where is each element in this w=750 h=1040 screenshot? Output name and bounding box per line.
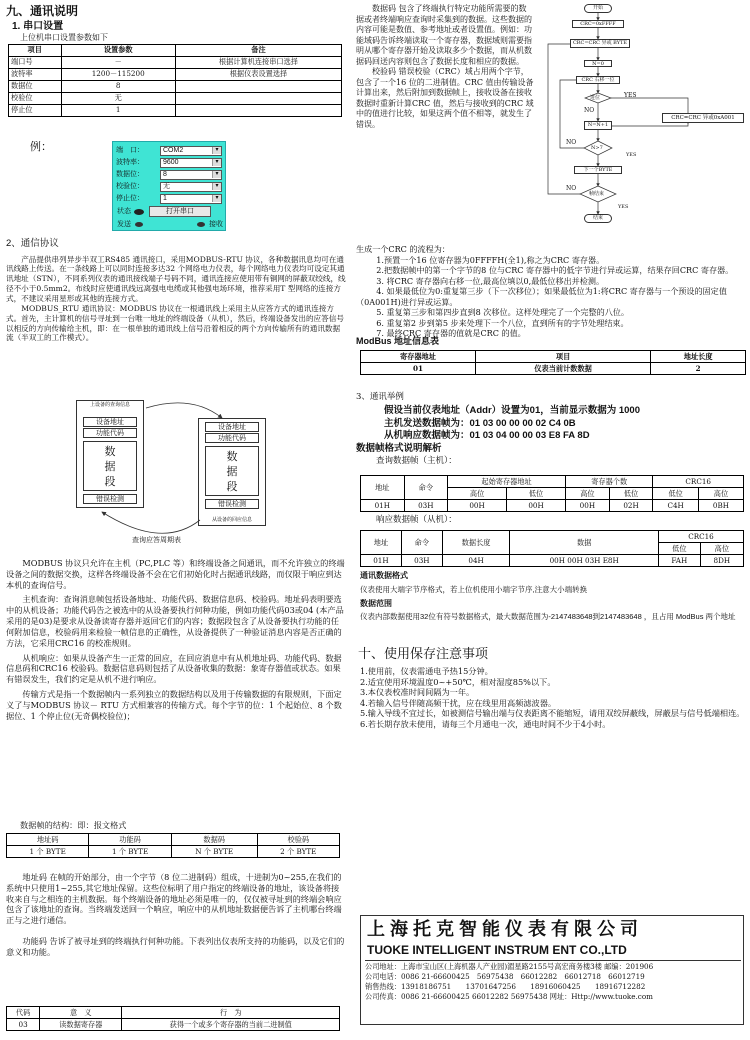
- table-cell: 03H: [401, 555, 442, 567]
- crc-step: 7. 最终CRC 寄存器的值就是CRC 的值。: [376, 328, 526, 339]
- recv-led-icon: [197, 222, 205, 227]
- table-header: 命令: [401, 531, 442, 555]
- flow-xor-node: CRC=CRC 异或 BYTE: [570, 39, 630, 48]
- data-range-text: 仪表内部数据使用32位有符号数据格式，最大数据范围为-2147483648到2147483648 ，且占用 ModBus 两个地址: [360, 611, 736, 621]
- slave-addr-cell: 设备地址: [205, 422, 259, 432]
- data-format-title: 通讯数据格式: [360, 571, 408, 580]
- company-name-cn: 上海托克智能仪表有限公司: [367, 919, 643, 940]
- crc-step: 1.预置一个16 位寄存器为0FFFFH(全1),称之为CRC 寄存器。: [376, 254, 605, 265]
- crc-flowchart: [538, 2, 746, 226]
- usage-notes: [360, 666, 746, 729]
- table-row: [9, 104, 342, 116]
- table-cell: 01: [361, 363, 476, 375]
- table-header: 代码: [7, 1007, 40, 1019]
- table-cell: 00H: [566, 500, 610, 512]
- data-char: 据: [226, 465, 238, 478]
- table-header: 低位: [609, 488, 653, 500]
- section-title-communication: 九、通讯说明: [6, 4, 79, 18]
- slave-frame-label: 从设备的回应信息: [211, 517, 252, 524]
- flow-yes3-label: YES: [618, 204, 629, 210]
- modbus-rtu-text: MODBUS_RTU 通讯协议：MODBUS 协议在一根通讯线上采用主从应答方式的通讯连接方式。首先，主计算机的信号寻址到一台唯一地址的终端设备（从机），然后，终端设备发出的应答信号以相反的方向传输给主机，即：在一根单独的通讯线上信号沿着相反的两个方向传输所有的通讯数据流（半双工的工作模式）。: [6, 303, 344, 343]
- chevron-down-icon[interactable]: ▾: [212, 195, 221, 203]
- company-name-en: TUOKE INTELLIGENT INSTRUM ENT CO.,LTD: [367, 943, 627, 957]
- table-header: 意 义: [40, 1007, 122, 1019]
- table-cell: 1200－115200: [61, 68, 175, 80]
- flow-yes2-label: YES: [626, 152, 637, 158]
- table-header: 命令: [404, 476, 448, 500]
- slave-data-cell: [205, 446, 259, 496]
- io-row: [117, 220, 223, 229]
- panel-select[interactable]: [160, 158, 222, 168]
- query-frame-caption: 查询数据帧（主机）：: [376, 455, 457, 466]
- table-cell: 校验位: [9, 92, 62, 104]
- table-cell: 1: [61, 104, 175, 116]
- left-column: [6, 4, 346, 117]
- table-cell: [175, 104, 341, 116]
- serial-caption: 上位机串口设置参数如下: [20, 33, 108, 43]
- data-char: 段: [226, 480, 238, 493]
- slave-frame-box: [198, 418, 266, 526]
- panel-select[interactable]: [160, 194, 222, 204]
- master-func-cell: 功能代码: [83, 428, 137, 438]
- data-code-text: 数据码 包含了终端执行特定功能所需要的数据或者终端响应查询时采集到的数据。这些数据的内容可能是数值、参考地址或者设置值。例如：功能域码告诉终端读取一个寄存器，数据域则需要指明从哪个寄存器开始及读取多少个数据，而从机数据码回送内容则包含了数据长度和相应的数据。: [356, 4, 532, 66]
- subsection-serial: 1. 串口设置: [12, 20, 64, 32]
- table-cell: 8DH: [700, 555, 743, 567]
- table-cell: C4H: [653, 500, 699, 512]
- table-header: 地址长度: [651, 351, 746, 363]
- table-cell: 数据位: [9, 80, 62, 92]
- table-cell: 0BH: [698, 500, 743, 512]
- table-header: CRC16: [653, 476, 744, 488]
- crc-steps: [356, 255, 746, 339]
- company-contacts: [365, 962, 745, 1002]
- table-header: 高位: [566, 488, 610, 500]
- flow-init-node: CRC=0xFFFF: [572, 20, 624, 28]
- master-query-text: 主机查询：查询消息帧包括设备地址、功能代码、数据信息码、校验码。地址码表明要选中的从机设备；功能代码告之被选中的从设备要执行何种功能，例如功能代码03或04 (本产品采用的是03)是要求从设备读寄存器并返回它们的内容；数据段包含了从设备要执行功能的任何附加信息，校验码用来检验一帧信息的正确性，从设备提供了一种验证消息内容是否正确的方法，它采用CRC16 的校准规则。: [6, 594, 344, 648]
- data-char: 数: [104, 445, 116, 458]
- flow-next-node: 下一个BYTE: [574, 166, 622, 174]
- table-header: 项目: [475, 351, 650, 363]
- serial-config-panel: [112, 141, 226, 231]
- protocol-block: [6, 238, 346, 343]
- example-label: 例：: [30, 140, 52, 153]
- function-code-table: [6, 1006, 340, 1031]
- subsection-protocol: 2、通信协议: [6, 238, 59, 249]
- open-port-button[interactable]: 打开串口: [149, 206, 211, 217]
- data-format-section: [360, 570, 746, 622]
- flow-n7-label: N>7: [591, 145, 603, 151]
- master-addr-cell: 设备地址: [83, 417, 137, 427]
- table-header: 设置参数: [61, 44, 175, 56]
- table-header: 地址: [361, 476, 405, 500]
- address-func-text: [6, 872, 346, 958]
- table-header: 备注: [175, 44, 341, 56]
- panel-row-label: 停止位：: [116, 194, 144, 202]
- table-cell: 03H: [404, 500, 448, 512]
- status-row: [117, 206, 211, 217]
- crc-step: 2.把数据帧中的第一个字节的8 位与CRC 寄存器中的低字节进行异或运算，结果存回CRC 寄存器。: [376, 265, 734, 276]
- slave-func-cell: 功能代码: [205, 433, 259, 443]
- panel-select-value: 9600: [163, 158, 179, 166]
- data-char: 段: [104, 475, 116, 488]
- flow-endq-label: 帧结束: [589, 191, 605, 197]
- usage-note: 3.本仪表校准时间间隔为一年。: [360, 687, 475, 697]
- table-cell: 根据计算机连接串口选择: [175, 56, 341, 68]
- table-header: 低位: [658, 543, 700, 555]
- flow-no2-label: NO: [566, 139, 577, 146]
- panel-row-label: 端 口：: [116, 146, 144, 154]
- modbus-master-slave-text: MODBUS 协议只允许在主机（PC,PLC 等）和终端设备之间通讯，而不允许独立的终端设备之间的数据交换，这样各终端设备不会在它们初始化时占据通讯线路，而仅限于响应到达本机的查询信号。: [6, 558, 345, 590]
- table-row: [9, 92, 342, 104]
- panel-row: [116, 193, 222, 204]
- flow-no3-label: NO: [566, 185, 577, 192]
- status-indicator-icon: [134, 209, 144, 215]
- frame-structure-table: [6, 833, 340, 858]
- panel-row-label: 数据位：: [116, 170, 144, 178]
- serial-settings-table: [8, 44, 342, 117]
- table-cell: [175, 80, 341, 92]
- recv-label: 接收: [209, 221, 223, 228]
- modbus-address-table: [360, 350, 746, 375]
- frame-parse-title: 数据帧格式说明解析: [356, 443, 442, 455]
- table-row: [9, 68, 342, 80]
- flow-shift-node: CRC 右移一位: [576, 76, 620, 84]
- panel-select-value: COM2: [163, 146, 184, 154]
- response-frame-caption: 响应数据帧（从机）：: [376, 515, 457, 525]
- modbus-info-title: ModBus 地址信息表: [356, 336, 439, 346]
- table-cell: 03: [7, 1019, 40, 1031]
- table-cell: 无: [61, 92, 175, 104]
- diagram-caption: 查询应答周期表: [132, 536, 181, 544]
- flow-start-node: 开始: [584, 4, 612, 13]
- contact-line: 公司电话：0086 21-66600425 56975438 66012282 66012718 66012719: [365, 972, 645, 982]
- table-row: [9, 80, 342, 92]
- address-code-text: 地址码 在帧的开始部分，由一个字节（8 位二进制码）组成，十进制为0~255,在我们的系统中只使用1~255,其它地址保留。这些位标明了用户指定的终端设备的地址，该设备将接收来自与之相连的主机数据。每个终端设备的地址必须是唯一的，仅仅被寻址到的终端会响应包含了该地址的查询。当终端发送回一个响应，响应中的从机地址数据便告诉了主机哪台终端正与之进行通信。: [6, 872, 342, 926]
- example-line-addr: 假设当前仪表地址（Addr）设置为01，当前显示数据为 1000: [384, 405, 641, 417]
- usage-note: 5.输入导线不宜过长，如被测信号输出端与仪表距离不能缩短，请用双绞屏蔽线，屏蔽层与信号低端相连。: [360, 708, 745, 718]
- function-code-text: 功能码 告诉了被寻址到的终端执行何种功能。下表列出仪表所支持的功能码，以及它们的意义和功能。: [6, 936, 345, 957]
- usage-note: 4.若输入信号伴随高频干扰，应在线里用高频滤波器。: [360, 697, 557, 708]
- panel-row-label: 波特率：: [116, 158, 144, 166]
- table-header: 项目: [9, 44, 62, 56]
- slave-response-text: 从机响应：如果从设备产生一正常的回应，在回应消息中有从机地址码、功能代码、数据信息码和CRC16 校验码。数据信息码则包括了从设备收集的数据：象寄存器值或状态。如果有错误发生，我们约定是从机不进行响应。: [6, 652, 342, 685]
- panel-select[interactable]: [160, 146, 222, 156]
- panel-select-value: 8: [163, 170, 167, 178]
- flow-no1-label: NO: [584, 107, 595, 114]
- master-frame-box: [76, 400, 144, 508]
- protocol-details: [6, 558, 346, 722]
- usage-note: 1.使用前，仪表需通电予热15分钟。: [360, 666, 493, 676]
- chevron-down-icon[interactable]: ▾: [212, 147, 221, 155]
- section-title-usage: 十、使用保存注意事项: [358, 646, 489, 661]
- table-cell: 01H: [361, 500, 405, 512]
- table-header: 数据码: [171, 834, 257, 846]
- table-header: CRC16: [658, 531, 743, 543]
- table-cell: 01H: [361, 555, 402, 567]
- flow-end-node: 结束: [584, 214, 612, 223]
- usage-note: 6.若长期存放未使用，请每三个月通电一次，通电时间不少于4小时。: [360, 718, 611, 729]
- flow-yes1-label: YES: [624, 92, 637, 99]
- usage-note: 2.适宜使用环境温度0~+50℃，相对湿度85%以下。: [360, 676, 556, 687]
- table-cell: 1 个 BYTE: [89, 846, 171, 858]
- table-cell: －: [61, 56, 175, 68]
- table-header: 高位: [700, 543, 743, 555]
- crc-procedure-title: 生成一个CRC 的流程为：: [356, 244, 450, 254]
- table-cell: 00H: [507, 500, 566, 512]
- crc-step: 4. 如果最低位为0:重复第三步（下一次移位）；如果最低位为1:将CRC 寄存器与一个预设的固定值（0A001H)进行异或运算。: [356, 286, 727, 307]
- table-header: 寄存器地址: [361, 351, 476, 363]
- panel-select-value: 1: [163, 194, 167, 202]
- data-format-text: 仪表使用大端字节序格式，若上位机使用小端字节序,注意大小端转换: [360, 585, 588, 595]
- transmission-text: 传输方式是指一个数据帧内一系列独立的数据结构以及用于传输数据的有限规则，下面定义了与MODBUS 协议－ RTU 方式相兼容的传输方式。每个字节的位：1 个起始位、8 个数据位、1 个停止位(无奇偶校验位)；: [6, 689, 342, 721]
- crc-procedure: [356, 244, 746, 339]
- query-frame-table: [360, 475, 744, 512]
- status-label: 状态: [117, 207, 131, 215]
- master-data-cell: [83, 441, 137, 491]
- send-led-icon: [135, 222, 143, 227]
- data-crc-text: [356, 4, 534, 131]
- protocol-intro: 产品提供串列异步半双工RS485 通讯接口，采用MODBUS-RTU 协议，各种数据讯息均可在通讯线路上传送。在一条线路上可以同时连接多达32 个网络电力仪表，每个网络电力仪表均可设定其通讯地址（STN），不同系列仪表的通讯接线端子号码不同，通讯连接应使用带有铜网的屏蔽双绞线，线径不小于0.5mm2。布线时应使通讯线远离强电电缆或其他强电场环境，推荐采用T 型网络的连接方式，不建议采用星形或其他的连接方式。: [6, 254, 346, 303]
- table-cell: 04H: [442, 555, 510, 567]
- table-cell: 2 个 BYTE: [257, 846, 339, 858]
- table-cell: 读数据寄存器: [40, 1019, 122, 1031]
- panel-row-label: 校验位：: [116, 182, 144, 190]
- table-header: 校验码: [257, 834, 339, 846]
- frame-structure-caption: 数据帧的结构：即：报文格式: [20, 820, 127, 830]
- panel-select-value: 无: [163, 182, 170, 190]
- chevron-down-icon[interactable]: ▾: [212, 159, 221, 167]
- table-header: 起始寄存器地址: [448, 476, 566, 488]
- table-header: 高位: [698, 488, 743, 500]
- table-cell: 00H 00H 03H E8H: [510, 555, 659, 567]
- crc-text: 校验码 错误校验（CRC）域占用两个字节，包含了一个16 位的二进制值。CRC 值由传输设备计算出来，然后附加到数据帧上，接收设备在接收数据时重新计算CRC 值，然后与接收到的CRC 域中的值进行比较，如果这两个值不相等，就发生了错误。: [356, 67, 534, 130]
- chevron-down-icon[interactable]: ▾: [212, 183, 221, 191]
- table-cell: 2: [651, 363, 746, 375]
- data-range-title: 数据范围: [360, 598, 392, 608]
- query-response-diagram: [62, 400, 278, 546]
- chevron-down-icon[interactable]: ▾: [212, 171, 221, 179]
- panel-select[interactable]: [160, 170, 222, 180]
- panel-row: [116, 181, 222, 192]
- table-header: 低位: [507, 488, 566, 500]
- response-frame-table: [360, 530, 744, 567]
- table-header: 数据长度: [442, 531, 510, 555]
- contact-line: 公司地址：上海市宝山区(上海机器人产业园)湄星路2155号高宏商务楼3楼 邮编：201906: [365, 962, 654, 971]
- table-cell: 波特率: [9, 68, 62, 80]
- table-header: 地址: [361, 531, 402, 555]
- comm-example: [356, 392, 746, 467]
- example-title: 3、通讯举例: [356, 392, 404, 402]
- crc-step: 6. 重复第2 步到第5 步来处理下一个八位，直到所有的字节处理结束。: [376, 317, 629, 328]
- table-header: 功能码: [89, 834, 171, 846]
- table-cell: 根据仪表设置选择: [175, 68, 341, 80]
- flow-carry-label: 进位: [590, 95, 601, 101]
- panel-row: [116, 169, 222, 180]
- master-err-cell: 错误检测: [83, 494, 137, 504]
- master-frame-label: 上设备的查询信息: [89, 402, 130, 408]
- panel-row: [116, 157, 222, 168]
- slave-err-cell: 错误检测: [205, 499, 259, 509]
- table-cell: 8: [61, 80, 175, 92]
- data-char: 据: [104, 460, 116, 473]
- flow-n0-node: N=0: [584, 60, 612, 67]
- contact-line: 公司传真：0086 21-66600425 66012282 56975438 网址：Http://www.tuoke.com: [365, 992, 653, 1002]
- table-header: 高位: [448, 488, 507, 500]
- table-header: 地址码: [7, 834, 89, 846]
- data-char: 数: [226, 450, 238, 463]
- table-cell: 02H: [609, 500, 653, 512]
- table-cell: 获得一个或多个寄存器的当前二进制值: [122, 1019, 340, 1031]
- table-row: [9, 56, 342, 68]
- contact-line: 销售热线：13918186751 13701647256 18916060425 18916712282: [365, 982, 646, 992]
- panel-select[interactable]: [160, 182, 222, 192]
- table-cell: 仪表当前计数数据: [475, 363, 650, 375]
- table-cell: 端口号: [9, 56, 62, 68]
- table-cell: 停止位: [9, 104, 62, 116]
- crc-step: 3. 将CRC 寄存器向右移一位,最高位填以0,最低位移出并检测。: [376, 275, 605, 286]
- company-box: [360, 915, 744, 1025]
- example-line-master: 主机发送数据帧为：01 03 00 00 00 02 C4 0B: [384, 417, 576, 429]
- table-cell: 00H: [448, 500, 507, 512]
- panel-row: [116, 145, 222, 156]
- table-header: 寄存器个数: [566, 476, 653, 488]
- table-cell: FAH: [658, 555, 700, 567]
- flow-xor2-node: CRC=CRC 异或0xA001: [662, 113, 744, 123]
- table-header: 低位: [653, 488, 699, 500]
- table-header: 行 为: [122, 1007, 340, 1019]
- send-label: 发送: [117, 221, 131, 228]
- flow-n1-node: N=N+1: [584, 121, 612, 130]
- crc-step: 5. 重复第三步和第四步直到8 次移位。这样处理完了一个完整的八位。: [376, 307, 629, 318]
- table-cell: 1 个 BYTE: [7, 846, 89, 858]
- table-cell: [175, 92, 341, 104]
- table-cell: N 个 BYTE: [171, 846, 257, 858]
- example-line-slave: 从机响应数据帧为：01 03 04 00 00 03 E8 FA 8D: [384, 429, 590, 441]
- table-header: 数据: [510, 531, 659, 555]
